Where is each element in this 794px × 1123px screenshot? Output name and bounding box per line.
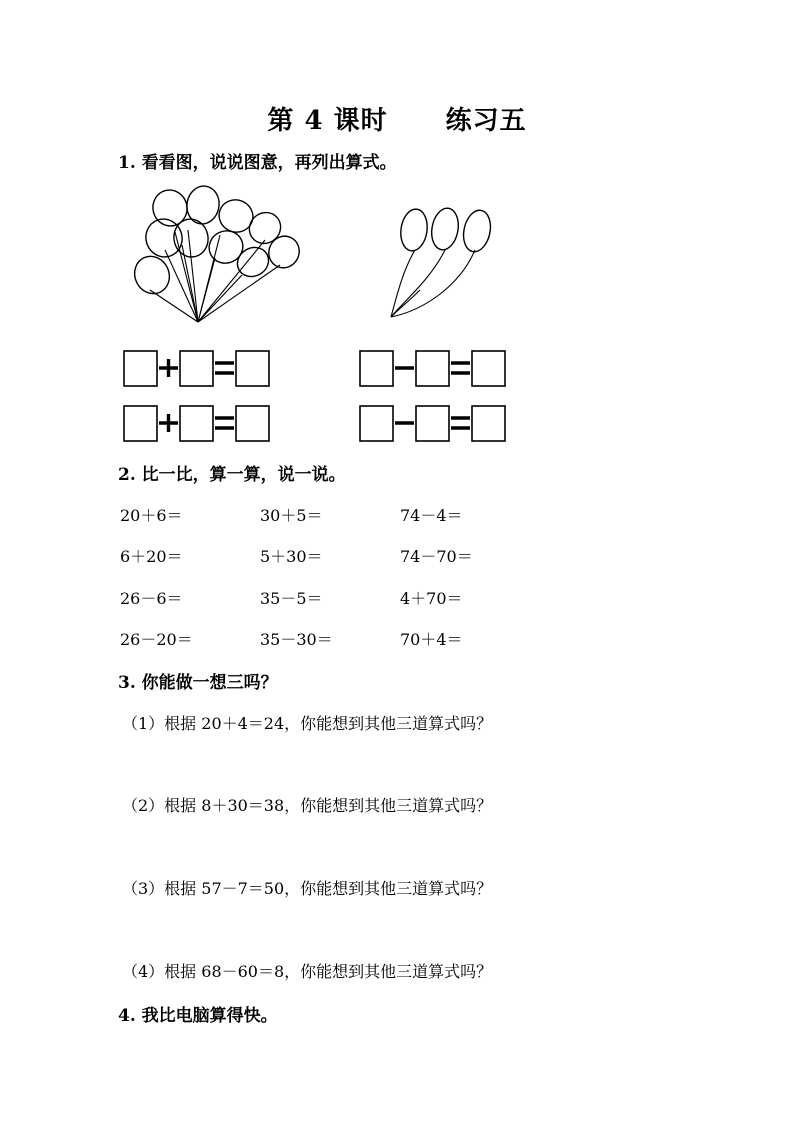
subtraction-box-row-2[interactable] [359,405,509,445]
equation: 70＋4＝ [400,630,463,649]
question-item: （1）根据 20＋4＝24，你能想到其他三道算式吗？ [122,714,493,733]
answer-box[interactable] [360,406,393,441]
answer-box[interactable] [180,351,213,386]
addition-box-row-1[interactable] [123,350,273,390]
balloons [129,184,305,300]
title-topic: 练习五 [445,106,527,136]
section4-heading: 4. 我比电脑算得快。 [118,1006,278,1026]
balloons [398,206,494,254]
answer-box[interactable] [236,406,269,441]
answer-box[interactable] [416,351,449,386]
answer-box[interactable] [360,351,393,386]
equation: 74－70＝ [400,547,473,566]
question-item: （4）根据 68－60＝8，你能想到其他三道算式吗？ [122,962,493,981]
answer-box[interactable] [472,351,505,386]
equation: 20＋6＝ [120,506,183,525]
question-item: （3）根据 57－7＝50，你能想到其他三道算式吗？ [122,879,493,898]
balloon-strings [391,250,475,317]
title-lesson: 第 4 课时 [267,106,388,136]
answer-box[interactable] [416,406,449,441]
equation: 26－20＝ [120,630,193,649]
equation: 5＋30＝ [260,547,323,566]
equation: 30＋5＝ [260,506,323,525]
equation: 74－4＝ [400,506,463,525]
equation: 4＋70＝ [400,589,463,608]
equation: 35－30＝ [260,630,333,649]
equation: 6＋20＝ [120,547,183,566]
equation: 35－5＝ [260,589,323,608]
balloon-bunch-illustration [120,180,320,330]
answer-box[interactable] [124,351,157,386]
answer-box[interactable] [472,406,505,441]
answer-box[interactable] [180,406,213,441]
question-item: （2）根据 8＋30＝38，你能想到其他三道算式吗？ [122,796,493,815]
page-title [0,100,794,137]
equation: 26－6＝ [120,589,183,608]
section1-heading: 1. 看看图，说说图意，再列出算式。 [118,153,397,173]
subtraction-box-row-1[interactable] [359,350,509,390]
three-balloons-illustration [385,200,505,325]
answer-box[interactable] [236,351,269,386]
answer-box[interactable] [124,406,157,441]
section3-heading: 3. 你能做一想三吗？ [118,673,278,693]
addition-box-row-2[interactable] [123,405,273,445]
section2-heading: 2. 比一比，算一算，说一说。 [118,465,346,485]
